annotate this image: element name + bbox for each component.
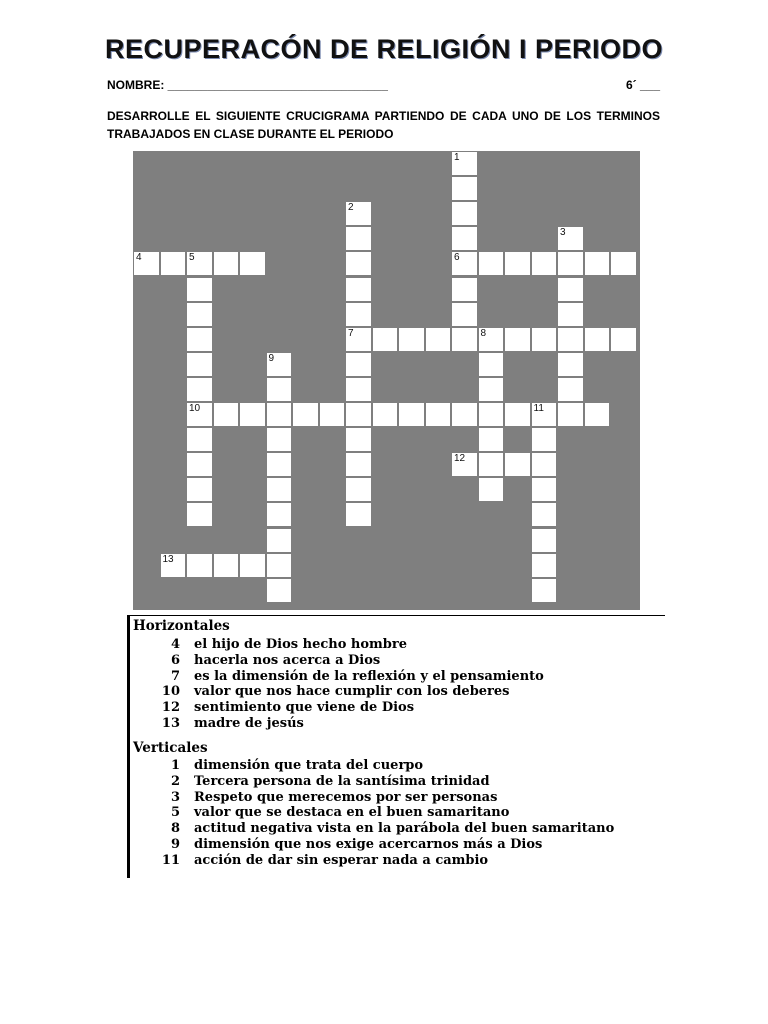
crossword-cell[interactable] bbox=[345, 452, 372, 477]
crossword-cell[interactable] bbox=[345, 477, 372, 502]
clue-text: el hijo de Dios hecho hombre bbox=[194, 637, 408, 652]
clue-text: madre de jesús bbox=[194, 716, 304, 731]
crossword-cell[interactable] bbox=[319, 402, 346, 427]
crossword-cell[interactable] bbox=[425, 327, 452, 352]
crossword-cell[interactable] bbox=[266, 377, 293, 402]
clues-panel bbox=[127, 615, 665, 878]
crossword-cell[interactable] bbox=[372, 327, 399, 352]
crossword-cell[interactable] bbox=[186, 302, 213, 327]
crossword-cell[interactable] bbox=[451, 302, 478, 327]
across-clue bbox=[148, 700, 658, 715]
crossword-cell[interactable] bbox=[557, 327, 584, 352]
clue-number: 2 bbox=[348, 202, 354, 214]
crossword-cell[interactable] bbox=[478, 352, 505, 377]
crossword-cell[interactable] bbox=[531, 402, 558, 427]
crossword-cell[interactable] bbox=[345, 251, 372, 276]
clue-number: 11 bbox=[161, 852, 180, 868]
clue-number: 5 bbox=[170, 805, 180, 821]
clue-text: dimensión que trata del cuerpo bbox=[194, 758, 424, 773]
crossword-cell[interactable] bbox=[451, 327, 478, 352]
crossword-cell[interactable] bbox=[557, 251, 584, 276]
crossword-cell[interactable] bbox=[186, 327, 213, 352]
crossword-cell[interactable] bbox=[186, 377, 213, 402]
crossword-cell[interactable] bbox=[186, 477, 213, 502]
crossword-cell[interactable] bbox=[451, 226, 478, 251]
crossword-cell[interactable] bbox=[345, 201, 372, 226]
crossword-cell[interactable] bbox=[213, 251, 240, 276]
down-clue bbox=[148, 774, 658, 789]
crossword-cell[interactable] bbox=[186, 502, 213, 527]
across-heading: Horizontales bbox=[133, 618, 230, 634]
clue-text: dimensión que nos exige acercarnos más a Dios bbox=[194, 837, 543, 852]
across-clue bbox=[148, 637, 658, 652]
across-clue bbox=[148, 669, 658, 684]
crossword-cell[interactable] bbox=[345, 327, 372, 352]
crossword-cell[interactable] bbox=[266, 578, 293, 603]
crossword-cell[interactable] bbox=[345, 502, 372, 527]
crossword-cell[interactable] bbox=[186, 553, 213, 578]
crossword-cell[interactable] bbox=[266, 502, 293, 527]
crossword-cell[interactable] bbox=[186, 277, 213, 302]
across-clue bbox=[148, 684, 658, 699]
crossword-cell[interactable] bbox=[213, 402, 240, 427]
clue-text: valor que se destaca en el buen samaritano bbox=[194, 805, 510, 821]
crossword-cell[interactable] bbox=[478, 477, 505, 502]
crossword-cell[interactable] bbox=[557, 402, 584, 427]
crossword-cell[interactable] bbox=[557, 377, 584, 402]
name-field[interactable]: NOMBRE: _________________________________ bbox=[107, 78, 388, 92]
clue-text: actitud negativa vista en la parábola del buen samaritano bbox=[194, 821, 615, 837]
clue-number: 4 bbox=[170, 637, 180, 652]
clue-text: Respeto que merecemos por ser personas bbox=[194, 789, 498, 805]
page-title: RECUPERACÓN DE RELIGIÓN I PERIODO bbox=[104, 34, 664, 64]
down-clue bbox=[148, 805, 658, 820]
clue-text: hacerla nos acerca a Dios bbox=[194, 652, 381, 668]
crossword-cell[interactable] bbox=[584, 327, 611, 352]
clue-number: 7 bbox=[348, 327, 354, 339]
crossword-cell[interactable] bbox=[186, 402, 213, 427]
crossword-cell[interactable] bbox=[478, 327, 505, 352]
crossword-cell[interactable] bbox=[239, 251, 266, 276]
crossword-cell[interactable] bbox=[531, 477, 558, 502]
clue-number: 9 bbox=[170, 837, 180, 852]
crossword-cell[interactable] bbox=[557, 352, 584, 377]
crossword-cell[interactable] bbox=[239, 553, 266, 578]
crossword-cell[interactable] bbox=[186, 452, 213, 477]
clue-number: 9 bbox=[268, 352, 275, 364]
crossword-cell[interactable] bbox=[451, 176, 478, 201]
crossword-cell[interactable] bbox=[345, 427, 372, 452]
crossword-cell[interactable] bbox=[531, 251, 558, 276]
name-row bbox=[107, 78, 660, 92]
crossword-cell[interactable] bbox=[266, 452, 293, 477]
crossword-cell[interactable] bbox=[478, 251, 505, 276]
crossword-cell[interactable] bbox=[398, 327, 425, 352]
clue-text: sentimiento que viene de Dios bbox=[194, 700, 415, 716]
crossword-cell[interactable] bbox=[186, 352, 213, 377]
crossword-cell[interactable] bbox=[531, 578, 558, 603]
crossword-cell[interactable] bbox=[372, 402, 399, 427]
crossword-cell[interactable] bbox=[504, 402, 531, 427]
across-clue bbox=[148, 653, 658, 668]
down-clue bbox=[148, 821, 658, 836]
clue-number: 12 bbox=[161, 700, 180, 716]
crossword-cell[interactable] bbox=[557, 277, 584, 302]
crossword-cell[interactable] bbox=[160, 553, 187, 578]
crossword-grid bbox=[133, 151, 640, 610]
down-clue bbox=[148, 758, 658, 773]
crossword-cell[interactable] bbox=[345, 377, 372, 402]
crossword-cell[interactable] bbox=[451, 277, 478, 302]
crossword-cell[interactable] bbox=[451, 151, 478, 176]
crossword-cell[interactable] bbox=[478, 377, 505, 402]
down-clue bbox=[148, 853, 658, 868]
clue-number: 12 bbox=[454, 453, 466, 465]
clue-number: 11 bbox=[533, 403, 544, 414]
down-heading: Verticales bbox=[133, 740, 208, 756]
crossword-cell[interactable] bbox=[504, 251, 531, 276]
crossword-cell[interactable] bbox=[478, 402, 505, 427]
crossword-cell[interactable] bbox=[213, 553, 240, 578]
clue-text: valor que nos hace cumplir con los deberes bbox=[194, 684, 510, 700]
clue-number: 7 bbox=[170, 668, 180, 684]
clue-number: 3 bbox=[170, 789, 180, 805]
crossword-cell[interactable] bbox=[451, 452, 478, 477]
clue-text: acción de dar sin esperar nada a cambio bbox=[194, 852, 489, 868]
crossword-cell[interactable] bbox=[478, 427, 505, 452]
clue-number: 1 bbox=[170, 758, 180, 773]
crossword-cell[interactable] bbox=[531, 502, 558, 527]
crossword-cell[interactable] bbox=[451, 201, 478, 226]
crossword-cell[interactable] bbox=[451, 251, 478, 276]
crossword-cell[interactable] bbox=[345, 302, 372, 327]
down-clue bbox=[148, 837, 658, 852]
instructions: DESARROLLE EL SIGUIENTE CRUCIGRAMA PARTIENDO DE CADA UNO DE LOS TERMINOS TRABAJADOS EN CLASE DURANTE EL PERIODO bbox=[107, 109, 660, 141]
crossword-cell[interactable] bbox=[160, 251, 187, 276]
crossword-cell[interactable] bbox=[239, 402, 266, 427]
crossword-cell[interactable] bbox=[133, 251, 160, 276]
crossword-cell[interactable] bbox=[531, 528, 558, 553]
crossword-cell[interactable] bbox=[266, 402, 293, 427]
clue-number: 13 bbox=[162, 553, 174, 565]
clue-number: 5 bbox=[189, 252, 195, 264]
crossword-cell[interactable] bbox=[345, 402, 372, 427]
crossword-cell[interactable] bbox=[266, 477, 293, 502]
clue-number: 2 bbox=[170, 773, 180, 789]
crossword-cell[interactable] bbox=[584, 251, 611, 276]
crossword-cell[interactable] bbox=[266, 352, 293, 377]
crossword-cell[interactable] bbox=[451, 402, 478, 427]
crossword-cell[interactable] bbox=[610, 327, 637, 352]
crossword-cell[interactable] bbox=[425, 402, 452, 427]
across-clue bbox=[148, 716, 658, 731]
crossword-cell[interactable] bbox=[266, 427, 293, 452]
clue-number: 8 bbox=[480, 327, 487, 339]
clue-number: 10 bbox=[161, 684, 180, 700]
crossword-cell[interactable] bbox=[504, 327, 531, 352]
crossword-cell[interactable] bbox=[531, 553, 558, 578]
crossword-cell[interactable] bbox=[504, 452, 531, 477]
crossword-cell[interactable] bbox=[345, 277, 372, 302]
crossword-cell[interactable] bbox=[292, 402, 319, 427]
clue-number: 10 bbox=[189, 403, 201, 414]
clue-number: 6 bbox=[170, 652, 180, 668]
crossword-cell[interactable] bbox=[531, 327, 558, 352]
crossword-cell[interactable] bbox=[610, 251, 637, 276]
clue-number: 4 bbox=[136, 252, 142, 264]
crossword-cell[interactable] bbox=[186, 251, 213, 276]
crossword-cell[interactable] bbox=[557, 302, 584, 327]
crossword-cell[interactable] bbox=[531, 427, 558, 452]
crossword-cell[interactable] bbox=[398, 402, 425, 427]
clue-number: 6 bbox=[454, 252, 460, 264]
down-clue bbox=[148, 790, 658, 805]
clue-text: Tercera persona de la santísima trinidad bbox=[194, 773, 490, 789]
crossword-cell[interactable] bbox=[478, 452, 505, 477]
clue-number: 8 bbox=[170, 821, 180, 837]
crossword-cell[interactable] bbox=[345, 226, 372, 251]
grade-field[interactable]: 6´ ___ bbox=[625, 78, 660, 92]
crossword-cell[interactable] bbox=[266, 528, 293, 553]
crossword-cell[interactable] bbox=[584, 402, 611, 427]
crossword-cell[interactable] bbox=[531, 452, 558, 477]
crossword-cell[interactable] bbox=[186, 427, 213, 452]
clue-text: es la dimensión de la reflexión y el pensamiento bbox=[194, 668, 544, 684]
clue-number: 13 bbox=[161, 716, 180, 731]
clue-number: 1 bbox=[454, 152, 460, 163]
clue-number: 3 bbox=[560, 227, 566, 239]
crossword-cell[interactable] bbox=[266, 553, 293, 578]
crossword-cell[interactable] bbox=[557, 226, 584, 251]
crossword-cell[interactable] bbox=[345, 352, 372, 377]
